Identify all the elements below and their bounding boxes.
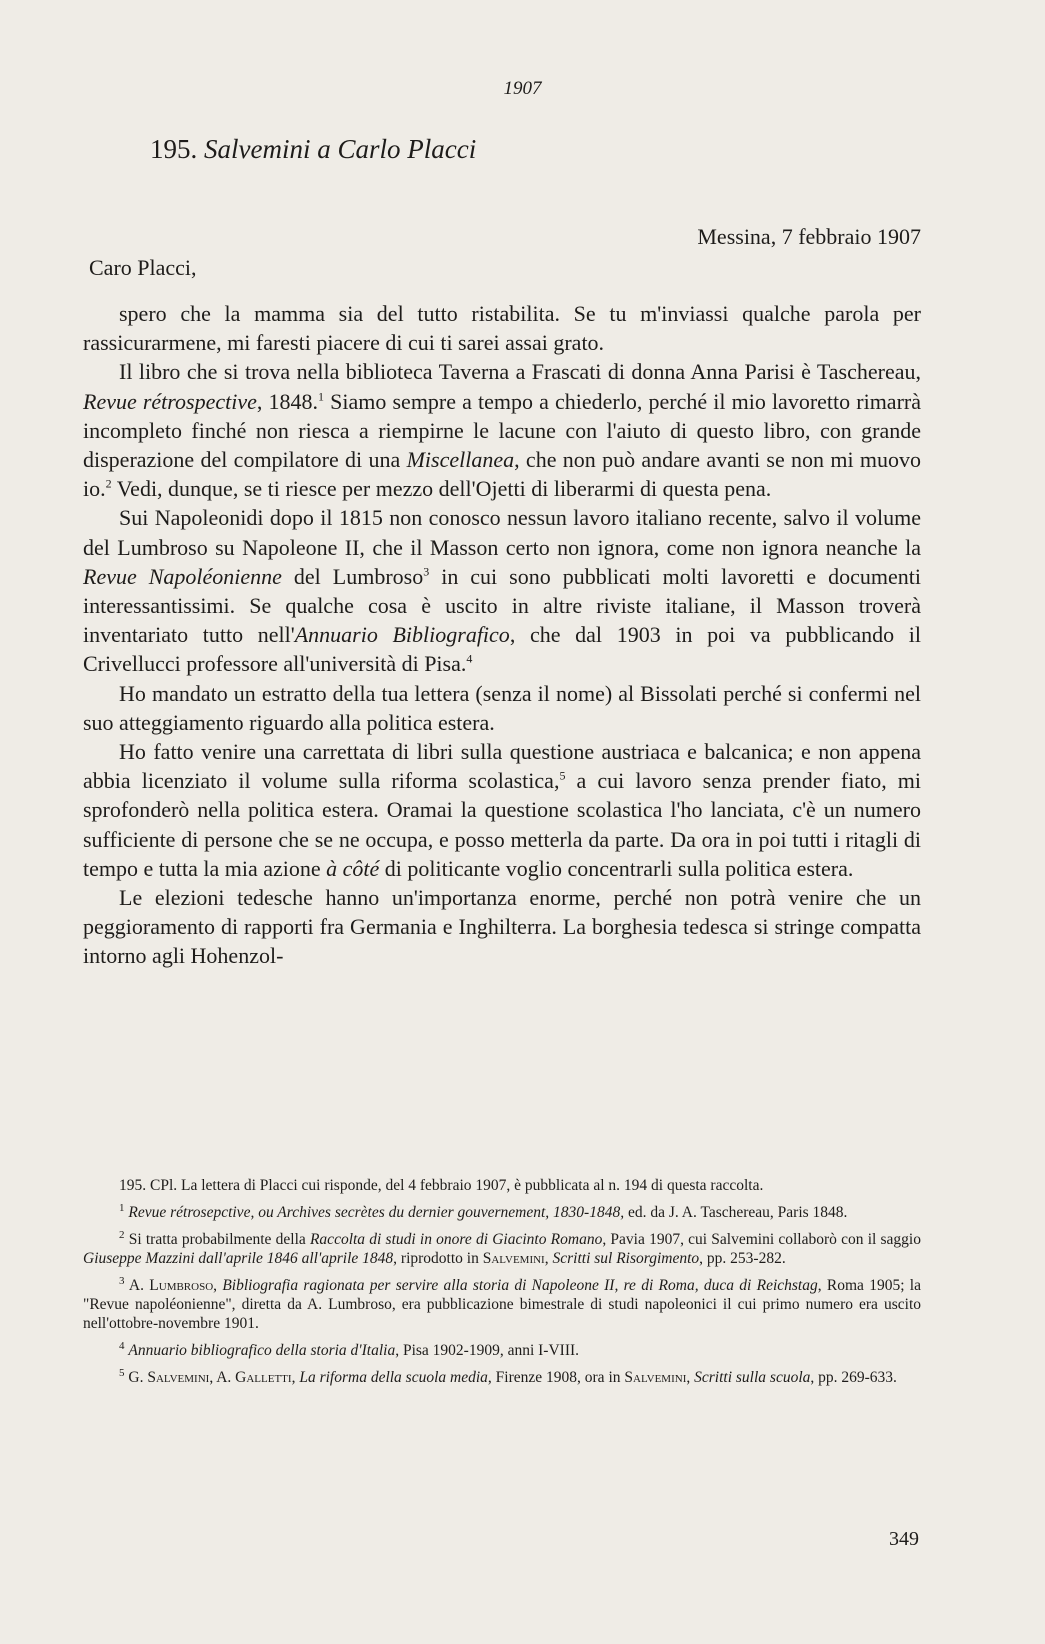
- footnote-ref[interactable]: 2: [105, 476, 112, 491]
- author-name: Galletti: [235, 1369, 292, 1386]
- text-run: G.: [124, 1369, 148, 1386]
- author-name: Salvemini: [147, 1369, 210, 1386]
- italic-title: Raccolta di studi in onore di Giacinto Romano: [309, 1231, 603, 1248]
- text-run: Sui Napoleonidi dopo il 1815 non conosco nessun lavoro italiano recente, salvo il volume del Lumbroso su Napoleone II, che il Masson certo non ignora, come non ignora neanche la: [83, 505, 921, 560]
- italic-title: Scritti sul Risorgimento: [552, 1250, 700, 1267]
- footnote-number: 4: [119, 1339, 125, 1352]
- author-name: Lumbroso: [149, 1277, 214, 1294]
- text-run: di politicante voglio concentrarli sulla politica estera.: [379, 855, 854, 881]
- running-head-year: 1907: [503, 78, 542, 99]
- text-run: , A.: [209, 1369, 236, 1386]
- footnote-3: [83, 1276, 921, 1333]
- author-name: Salvemini: [482, 1250, 545, 1267]
- text-run: A.: [124, 1277, 150, 1294]
- paragraph-3: [83, 503, 921, 678]
- text-run: , Pavia 1907, cui Salvemini collaborò con il saggio: [602, 1231, 921, 1248]
- text-run: ,: [213, 1277, 223, 1294]
- italic-title: Revue rétrospective: [83, 388, 257, 414]
- letter-heading: [150, 134, 476, 165]
- italic-title: Bibliografia ragionata per servire alla storia di Napoleone II, re di Roma, duca di Reichstag: [222, 1277, 818, 1294]
- footnote-number: 3: [119, 1274, 125, 1287]
- footnote-2: [83, 1230, 921, 1268]
- page-number: 349: [889, 1528, 919, 1550]
- text-run: Il libro che si trova nella biblioteca Taverna a Frascati di donna Anna Parisi è Taschereau,: [119, 359, 921, 385]
- italic-title: Revue rétrosepctive, ou Archives secrètes du dernier gouvernement, 1830-1848,: [128, 1204, 625, 1221]
- text-run: Si tratta probabilmente della: [124, 1231, 310, 1248]
- text-run: , pp. 253-282.: [699, 1250, 786, 1267]
- letter-number: 195.: [150, 134, 198, 164]
- footnote-1: [83, 1203, 921, 1222]
- text-run: , 1848.: [256, 388, 319, 414]
- author-name: Salvemini: [624, 1369, 687, 1386]
- footnotes: [83, 1176, 921, 1395]
- text-run: Vedi, dunque, se ti riesce per mezzo dell'Ojetti di liberarmi di questa pena.: [111, 476, 772, 502]
- text-run: , Firenze 1908, ora in: [487, 1369, 625, 1386]
- letter-body: [83, 299, 921, 971]
- footnote-ref[interactable]: 5: [559, 768, 566, 783]
- paragraph-1: spero che la mamma sia del tutto ristabilita. Se tu m'inviassi qualche parola per rassicurarmene, mi faresti piacere di cui ti sarei assai grato.: [83, 301, 921, 356]
- italic-title: Revue Napoléonienne: [83, 563, 282, 589]
- salutation: Caro Placci,: [89, 255, 197, 280]
- text-run: a cui lavoro senza prender fiato, mi sprofonderò nella politica estera. Oramai la questione scolastica l'ho lanciata, c'è un numero sufficiente di persone che se ne occupa, e posso metterla da parte. Da ora in poi tutti i ritagli di tempo e tutta la mia azione: [83, 768, 922, 881]
- note-source: 195. CPl. La lettera di Placci cui risponde, del 4 febbraio 1907, è pubblicata al n. 194 di questa raccolta.: [119, 1177, 764, 1194]
- text-run: , Roma 1905; la "Revue napoléonienne", diretta da A. Lumbroso, era pubblicazione bimestrale di studi napoleonici il cui primo numero era uscito nell'ottobre-novembre 1901.: [83, 1277, 921, 1332]
- text-run: , che non può andare avanti se non mi muovo io.: [83, 447, 921, 502]
- text-run: , riprodotto in: [393, 1250, 483, 1267]
- text-run: , che dal 1903 in poi va pubblicando il Crivellucci professore all'università di Pisa.: [83, 622, 922, 677]
- paragraph-5: [83, 737, 921, 883]
- footnote-4: [83, 1341, 921, 1360]
- italic-title: Miscellanea: [406, 447, 515, 473]
- footnote-number: 2: [119, 1228, 125, 1241]
- footnote-5: [83, 1368, 921, 1387]
- text-run: ,: [686, 1369, 695, 1386]
- italic-title: Annuario Bibliografico: [294, 622, 510, 648]
- dateline: Messina, 7 febbraio 1907: [697, 224, 921, 249]
- text-run: Siamo sempre a tempo a chiederlo, perché il mio lavoretto rimarrà incompleto finché non riesca a riempirne le lacune con l'aiuto di questo libro, con grande disperazione del compilatore di una: [83, 388, 921, 473]
- letter-title: Salvemini a Carlo Placci: [204, 134, 477, 164]
- footnote-ref[interactable]: 3: [423, 564, 430, 579]
- paragraph-6: Le elezioni tedesche hanno un'importanza enorme, perché non potrà venire che un peggioramento di rapporti fra Germania e Inghilterra. La borghesia tedesca si stringe compatta intorno agli Hohenzol-: [83, 885, 921, 969]
- footnote-ref[interactable]: 4: [466, 652, 473, 667]
- paragraph-2: [83, 357, 921, 503]
- text-run: Ho fatto venire una carrettata di libri sulla questione austriaca e balcanica; e non appena abbia licenziato il volume sulla riforma scolastica,: [83, 739, 921, 794]
- italic-title: Giuseppe Mazzini dall'aprile 1846 all'aprile 1848: [83, 1250, 394, 1267]
- footnote-number: 5: [119, 1366, 125, 1379]
- text-run: ,: [544, 1250, 553, 1267]
- italic-title: Scritti sulla scuola: [694, 1369, 811, 1386]
- text-run: , Pisa 1902-1909, anni I-VIII.: [395, 1342, 580, 1359]
- text-run: ed. da J. A. Taschereau, Paris 1848.: [624, 1204, 848, 1221]
- italic-phrase: à côté: [326, 855, 380, 881]
- text-run: , pp. 269-633.: [810, 1369, 897, 1386]
- text-run: ,: [291, 1369, 300, 1386]
- paragraph-4: Ho mandato un estratto della tua lettera (senza il nome) al Bissolati perché si confermi nel suo atteggiamento riguardo alla politica estera.: [83, 680, 921, 735]
- italic-title: Annuario bibliografico della storia d'Italia: [128, 1342, 396, 1359]
- italic-title: La riforma della scuola media: [299, 1369, 488, 1386]
- footnote-ref[interactable]: 1: [318, 389, 325, 404]
- footnote-number: 1: [119, 1201, 125, 1214]
- text-run: in cui sono pubblicati molti lavoretti e documenti interessantissimi. Se qualche cosa è uscito in altre riviste italiane, il Masson troverà inventariato tutto nell': [83, 563, 921, 648]
- text-run: del Lumbroso: [281, 563, 424, 589]
